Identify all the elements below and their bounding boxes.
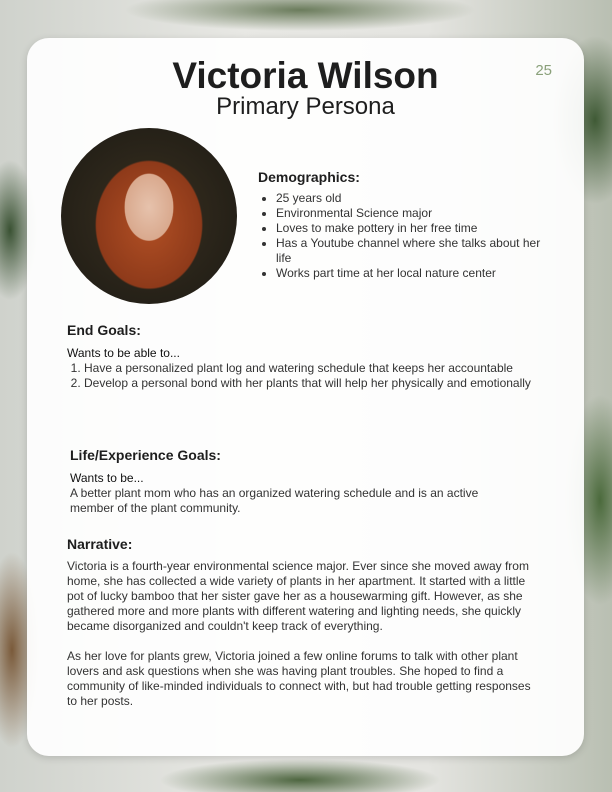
narrative-heading: Narrative: [67,536,133,552]
persona-card [27,38,584,756]
life-goals-heading: Life/Experience Goals: [70,447,221,463]
list-item: 1. Have a personalized plant log and watering schedule that keeps her accountable [84,361,567,376]
narrative-paragraph: Victoria is a fourth-year environmental science major. Ever since she moved away from home, she has collected a wide variety of plants in her apartment. It started with a little pot of lucky bamboo that her sister gave her as a housewarming gift. However, as she gathered more and more plants with different watering and lighting needs, she quickly became disorganized and couldn't keep track of everything. [67,559,529,633]
life-goals-text: A better plant mom who has an organized watering schedule and is an active member of the plant community. [70,486,479,515]
page-number: 25 [535,62,552,79]
life-goals-section [70,471,510,516]
end-goals-section [67,346,567,391]
list-item: 2. Develop a personal bond with her plants that will help her physically and emotionally [84,376,567,391]
life-goals-intro: Wants to be... [70,471,144,485]
list-item: • Has a Youtube channel where she talks about her life [276,236,548,266]
persona-name: Victoria Wilson [172,55,439,96]
demographics-heading: Demographics: [258,169,360,185]
persona-photo [61,128,237,304]
narrative-section [67,559,542,709]
demographics-list [258,191,548,281]
list-item: • Environmental Science major [276,206,548,221]
list-item: • Works part time at her local nature center [276,266,548,281]
list-item: • Loves to make pottery in her free time [276,221,548,236]
persona-role: Primary Persona [216,93,395,120]
narrative-paragraph: As her love for plants grew, Victoria joined a few online forums to talk with other plant lovers and ask questions when she was having plant troubles. She hoped to find a community of like-minded individuals to connect with, but had trouble getting responses to her posts. [67,649,531,708]
end-goals-intro: Wants to be able to... [67,346,180,360]
list-item: • 25 years old [276,191,548,206]
end-goals-heading: End Goals: [67,322,141,338]
